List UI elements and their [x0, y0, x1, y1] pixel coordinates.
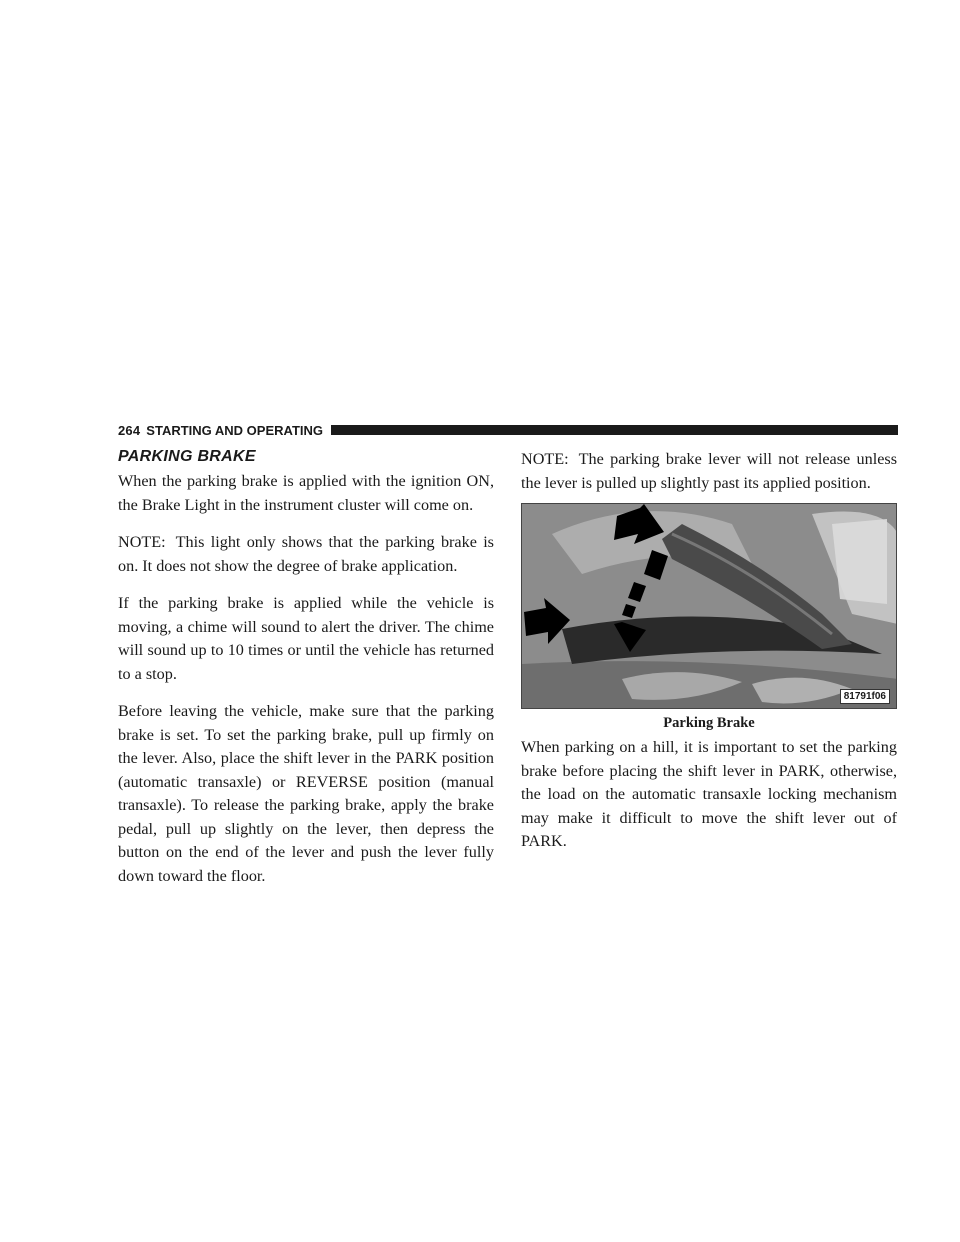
parking-brake-illustration: [522, 504, 897, 709]
note-label: NOTE:: [118, 533, 166, 551]
note-text: The parking brake lever will not release unless the lever is pulled up slightly past its applied position.: [521, 450, 897, 492]
left-column: [118, 448, 494, 902]
parking-brake-figure: [521, 503, 897, 709]
section-heading: PARKING BRAKE: [118, 448, 256, 465]
paragraph-brake-light: When the parking brake is applied with the ignition ON, the Brake Light in the instrument cluster will come on.: [118, 472, 494, 514]
paragraph-set-release: Before leaving the vehicle, make sure that the parking brake is set. To set the parking brake, pull up firmly on the lever. Also, place the shift lever in the PARK position (automatic transaxle) or REVERSE position (manual transaxle). To release the parking brake, apply the brake pedal, pull up slightly on the lever, then depress the button on the end of the lever and push the lever fully down toward the floor.: [118, 702, 494, 885]
page-number: 264: [118, 422, 141, 438]
page-header: [118, 421, 898, 439]
figure-caption: Parking Brake: [663, 715, 755, 731]
paragraph-hill-parking: When parking on a hill, it is important to set the parking brake before placing the shift lever in PARK, otherwise, the load on the automatic transaxle locking mechanism may make it difficult to move the shift lever out of PARK.: [521, 738, 897, 850]
note-text: This light only shows that the parking brake is on. It does not show the degree of brake application.: [118, 533, 494, 575]
paragraph-chime: If the parking brake is applied while the vehicle is moving, a chime will sound to alert the driver. The chime will sound up to 10 times or until the vehicle has returned to a stop.: [118, 594, 494, 683]
right-column: [521, 448, 897, 868]
note-release: [521, 448, 897, 495]
header-rule: [331, 425, 898, 435]
figure-code: 81791f06: [840, 689, 890, 704]
note-light: [118, 531, 494, 578]
section-title: STARTING AND OPERATING: [146, 422, 323, 438]
note-label: NOTE:: [521, 450, 569, 468]
